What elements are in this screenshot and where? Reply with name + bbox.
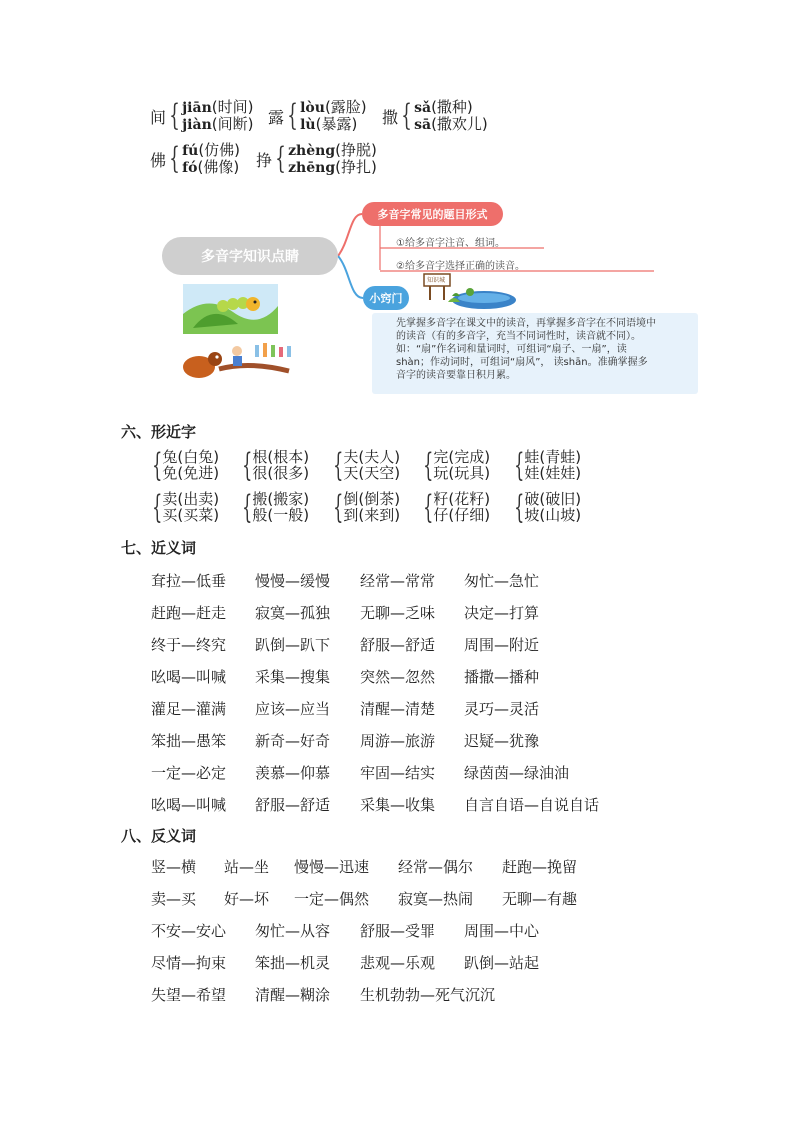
synonym-pair: 绿茵茵—绿油油 bbox=[464, 764, 570, 782]
synonym-pair: 匆忙—急忙 bbox=[464, 572, 540, 590]
synonym-pair: 经常—常常 bbox=[360, 572, 436, 590]
brace-icon: { bbox=[333, 488, 344, 526]
similar-char-pair bbox=[147, 488, 220, 526]
synonym-pair: 趴倒—趴下 bbox=[255, 636, 331, 654]
synonym-pair: 周围—附近 bbox=[464, 636, 540, 654]
antonym-pair: 匆忙—从容 bbox=[255, 922, 331, 940]
poly-word: (露脸) bbox=[324, 98, 367, 116]
similar-char-word: 夫(夫人) bbox=[343, 448, 401, 466]
antonym-pair: 悲观—乐观 bbox=[360, 954, 436, 972]
poly-word: (撒欢儿) bbox=[431, 115, 488, 133]
section-title-similar-chars: 六、形近字 bbox=[121, 423, 197, 441]
poly-char: 间 bbox=[150, 107, 167, 127]
synonym-pair: 吆喝—叫喊 bbox=[151, 668, 227, 686]
similar-char-pair bbox=[328, 488, 401, 526]
pinyin: fó bbox=[182, 160, 198, 176]
synonym-pair: 寂寞—孤独 bbox=[255, 604, 331, 622]
antonym-pair: 笨拙—机灵 bbox=[255, 954, 331, 972]
pinyin: fú bbox=[182, 143, 199, 159]
tip-line: 先掌握多音字在课文中的读音，再掌握多音字在不同语境中 bbox=[396, 318, 656, 329]
synonym-pair: 突然—忽然 bbox=[360, 668, 436, 686]
similar-char-pair bbox=[509, 488, 582, 526]
poly-word: (挣扎) bbox=[335, 158, 377, 176]
brace-icon: { bbox=[169, 141, 180, 176]
synonym-pair: 终于—终究 bbox=[151, 636, 227, 654]
similar-char-word: 玩(玩具) bbox=[433, 464, 491, 482]
section-title-antonyms: 八、反义词 bbox=[121, 827, 197, 845]
synonym-row bbox=[151, 698, 671, 718]
brace-icon: { bbox=[242, 488, 253, 526]
synonym-pair: 无聊—乏味 bbox=[360, 604, 436, 622]
poly-word: (暴露) bbox=[315, 115, 358, 133]
antonym-pair: 失望—希望 bbox=[151, 986, 227, 1004]
brace-icon: { bbox=[514, 446, 525, 484]
antonym-row bbox=[151, 952, 671, 972]
synonym-pair: 周游—旅游 bbox=[360, 732, 436, 750]
synonym-pair: 笨拙—愚笨 bbox=[151, 732, 227, 750]
similar-char-word: 蛙(青蛙) bbox=[524, 448, 582, 466]
insects-illustration bbox=[179, 337, 305, 382]
synonym-pair: 舒服—舒适 bbox=[360, 636, 436, 654]
antonym-pair: 无聊—有趣 bbox=[502, 890, 578, 908]
tip-line: 如：“扇”作名词和量词时，可组词“扇子、一扇”，读 bbox=[396, 344, 627, 355]
pinyin: jiān bbox=[182, 100, 212, 116]
antonym-pair: 寂寞—热闹 bbox=[398, 890, 474, 908]
synonym-pair: 羡慕—仰慕 bbox=[255, 764, 331, 782]
similar-char-pair bbox=[418, 488, 491, 526]
mindmap-item-1: ①给多音字注音、组词。 bbox=[396, 238, 505, 249]
poly-word: (挣脱) bbox=[335, 141, 377, 159]
brace-icon: { bbox=[152, 488, 163, 526]
similar-char-word: 完(完成) bbox=[433, 448, 491, 466]
mindmap-branch-question-types: 多音字常见的题目形式 bbox=[362, 202, 503, 226]
poly-word: (仿佛) bbox=[198, 141, 241, 159]
brace-icon: { bbox=[169, 98, 180, 133]
antonym-pair: 卖—买 bbox=[151, 890, 197, 908]
synonym-row bbox=[151, 634, 671, 654]
similar-char-pair bbox=[509, 446, 582, 484]
synonym-pair: 耷拉—低垂 bbox=[151, 572, 227, 590]
tip-line: 的读音（有的多音字，充当不同词性时，读音就不同）。 bbox=[396, 331, 641, 342]
synonym-pair: 采集—搜集 bbox=[255, 668, 331, 686]
similar-char-word: 娃(娃娃) bbox=[524, 464, 582, 482]
antonym-pair: 舒服—受罪 bbox=[360, 922, 436, 940]
similar-char-word: 籽(花籽) bbox=[433, 490, 491, 508]
synonym-pair: 决定—打算 bbox=[464, 604, 540, 622]
pinyin: zhèng bbox=[288, 143, 336, 159]
brace-icon: { bbox=[514, 488, 525, 526]
synonym-row bbox=[151, 666, 671, 686]
similar-char-word: 到(来到) bbox=[343, 506, 401, 524]
poly-char: 撒 bbox=[382, 107, 399, 127]
synonym-row bbox=[151, 602, 671, 622]
poly-word: (时间) bbox=[211, 98, 254, 116]
similar-char-word: 免(免进) bbox=[162, 464, 220, 482]
synonym-row bbox=[151, 794, 671, 814]
tip-line: shàn；作动词时，可组词“扇风”， 读shān。准确掌握多 bbox=[396, 357, 648, 368]
pinyin: lù bbox=[300, 117, 316, 133]
similar-char-pair bbox=[237, 446, 310, 484]
antonym-row bbox=[151, 856, 671, 876]
pinyin: sǎ bbox=[414, 100, 432, 116]
poly-char: 挣 bbox=[256, 150, 273, 170]
synonym-pair: 吆喝—叫喊 bbox=[151, 796, 227, 814]
synonym-pair: 一定—必定 bbox=[151, 764, 227, 782]
synonym-pair: 慢慢—缓慢 bbox=[255, 572, 331, 590]
antonym-pair: 慢慢—迅速 bbox=[294, 858, 370, 876]
antonym-row bbox=[151, 984, 671, 1004]
brace-icon: { bbox=[242, 446, 253, 484]
similar-char-word: 破(破旧) bbox=[524, 490, 582, 508]
poly-word: (佛像) bbox=[197, 158, 240, 176]
sign-label: 知识城 bbox=[427, 277, 446, 284]
similar-char-word: 坡(山坡) bbox=[524, 506, 582, 524]
brace-icon: { bbox=[275, 141, 286, 176]
poly-word: (间断) bbox=[211, 115, 254, 133]
antonym-pair: 站—坐 bbox=[224, 858, 270, 876]
similar-char-pair bbox=[418, 446, 491, 484]
antonym-pair: 尽情—拘束 bbox=[151, 954, 227, 972]
similar-char-word: 买(买菜) bbox=[162, 506, 220, 524]
similar-char-pair bbox=[328, 446, 401, 484]
antonym-pair: 清醒—糊涂 bbox=[255, 986, 331, 1004]
antonym-pair: 趴倒—站起 bbox=[464, 954, 540, 972]
pinyin: lòu bbox=[300, 100, 325, 116]
mindmap-branch-tips: 小窍门 bbox=[363, 286, 409, 310]
tips-box bbox=[372, 313, 698, 394]
similar-char-word: 卖(出卖) bbox=[162, 490, 220, 508]
similar-char-word: 兔(白兔) bbox=[162, 448, 220, 466]
synonym-pair: 灵巧—灵活 bbox=[464, 700, 540, 718]
synonym-pair: 新奇—好奇 bbox=[255, 732, 331, 750]
similar-char-word: 天(天空) bbox=[343, 464, 401, 482]
similar-char-word: 倒(倒茶) bbox=[343, 490, 401, 508]
similar-char-pair bbox=[147, 446, 220, 484]
antonym-pair: 好—坏 bbox=[224, 890, 270, 908]
similar-char-pair bbox=[237, 488, 310, 526]
antonym-pair: 一定—偶然 bbox=[294, 890, 370, 908]
synonym-pair: 采集—收集 bbox=[360, 796, 436, 814]
antonym-row bbox=[151, 920, 671, 940]
poly-char: 露 bbox=[268, 107, 285, 127]
similar-char-word: 般(一般) bbox=[252, 506, 310, 524]
similar-char-word: 搬(搬家) bbox=[252, 490, 310, 508]
synonym-pair: 应该—应当 bbox=[255, 700, 331, 718]
synonym-pair: 自言自语—自说自话 bbox=[464, 796, 600, 814]
antonym-pair: 赶跑—挽留 bbox=[502, 858, 578, 876]
brace-icon: { bbox=[423, 488, 434, 526]
brace-icon: { bbox=[401, 98, 412, 133]
antonym-pair: 竖—横 bbox=[151, 858, 197, 876]
similar-char-word: 很(很多) bbox=[252, 464, 310, 482]
mindmap-center: 多音字知识点睛 bbox=[162, 237, 338, 275]
antonym-pair: 周围—中心 bbox=[464, 922, 540, 940]
similar-char-word: 根(根本) bbox=[252, 448, 310, 466]
synonym-row bbox=[151, 762, 671, 782]
synonym-row bbox=[151, 570, 671, 590]
synonym-pair: 迟疑—犹豫 bbox=[464, 732, 540, 750]
antonym-pair: 经常—偶尔 bbox=[398, 858, 474, 876]
similar-char-word: 仔(仔细) bbox=[433, 506, 491, 524]
poly-word: (撒种) bbox=[431, 98, 473, 116]
antonym-row bbox=[151, 888, 671, 908]
synonym-pair: 舒服—舒适 bbox=[255, 796, 331, 814]
brace-icon: { bbox=[287, 98, 298, 133]
pinyin: zhēng bbox=[288, 160, 336, 176]
synonym-pair: 播撒—播种 bbox=[464, 668, 540, 686]
tip-line: 音字的读音要靠日积月累。 bbox=[396, 370, 516, 381]
brace-icon: { bbox=[152, 446, 163, 484]
synonym-pair: 赶跑—赶走 bbox=[151, 604, 227, 622]
synonym-row bbox=[151, 730, 671, 750]
pinyin: jiàn bbox=[182, 117, 212, 133]
synonym-pair: 灌足—灌满 bbox=[151, 700, 227, 718]
caterpillar-illustration bbox=[183, 284, 278, 334]
antonym-pair: 不安—安心 bbox=[151, 922, 227, 940]
mindmap-item-2: ②给多音字选择正确的读音。 bbox=[396, 261, 525, 272]
antonym-pair: 生机勃勃—死气沉沉 bbox=[360, 986, 496, 1004]
brace-icon: { bbox=[423, 446, 434, 484]
section-title-synonyms: 七、近义词 bbox=[121, 539, 197, 557]
synonym-pair: 牢固—结实 bbox=[360, 764, 436, 782]
pinyin: sā bbox=[414, 117, 432, 133]
synonym-pair: 清醒—清楚 bbox=[360, 700, 436, 718]
brace-icon: { bbox=[333, 446, 344, 484]
poly-char: 佛 bbox=[150, 150, 167, 170]
